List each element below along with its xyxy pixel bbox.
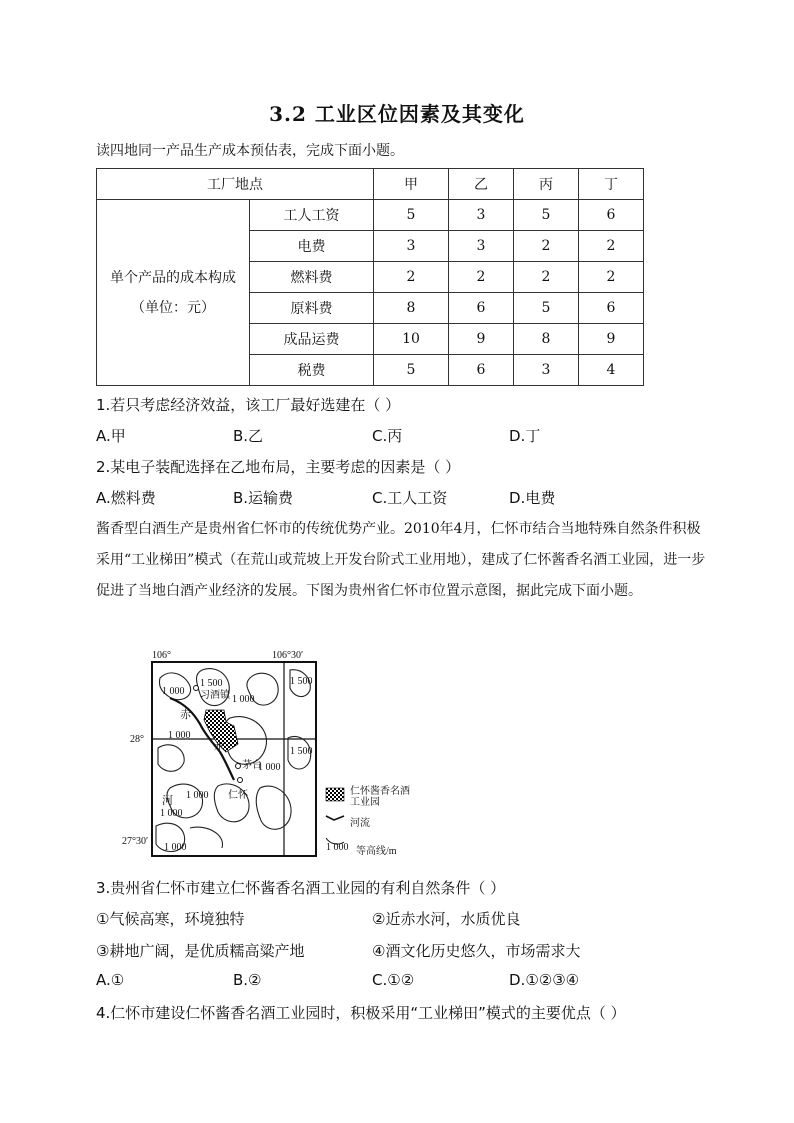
contour-label: 1 500 xyxy=(200,678,223,689)
q1-option-d[interactable]: D.丁 xyxy=(509,427,541,445)
question-3-statements-a xyxy=(96,908,716,929)
table-cell: 2 xyxy=(514,231,579,262)
question-4-stem: 4.仁怀市建设仁怀酱香名酒工业园时，积极采用“工业梯田”模式的主要优点（ ） xyxy=(96,1004,626,1022)
map-figure xyxy=(122,648,430,863)
question-3-statements-b xyxy=(96,940,716,961)
contour-label: 1 000 xyxy=(168,730,191,741)
q1-option-a[interactable]: A.甲 xyxy=(96,427,126,445)
q1-option-b[interactable]: B.乙 xyxy=(233,427,264,445)
place-renhuai: 仁怀 xyxy=(228,790,248,801)
table-cell: 2 xyxy=(449,262,514,293)
river-label-shui: 水 xyxy=(214,741,225,753)
table-cell: 5 xyxy=(374,355,449,386)
table-cell: 4 xyxy=(579,355,644,386)
renhuai-marker xyxy=(238,778,243,783)
table-header-jia: 甲 xyxy=(374,169,449,200)
table-cell-item: 原料费 xyxy=(250,293,374,324)
q3-statement-4: ④酒文化历史悠久，市场需求大 xyxy=(372,942,581,960)
table-cell: 8 xyxy=(514,324,579,355)
table-cell: 10 xyxy=(374,324,449,355)
place-maotai: 茅台 xyxy=(242,760,262,771)
legend-river-label: 河流 xyxy=(350,818,370,829)
q3-statement-1: ①气候高寒，环境独特 xyxy=(96,910,245,928)
table-cell: 3 xyxy=(514,355,579,386)
table-cell: 2 xyxy=(579,262,644,293)
q3-option-d[interactable]: D.①②③④ xyxy=(509,971,580,989)
legend-park-line2: 工业园 xyxy=(350,797,380,808)
table-intro: 读四地同一产品生产成本预估表，完成下面小题。 xyxy=(96,143,404,159)
legend-contour-value: 1 000 xyxy=(326,842,349,853)
lon-label-left: 106° xyxy=(152,650,171,661)
lon-label-right: 106°30′ xyxy=(272,650,304,661)
river-label-chi: 赤 xyxy=(180,709,191,721)
legend-river-symbol xyxy=(326,816,344,820)
group-label-line2: （单位：元） xyxy=(131,299,215,316)
reading-passage: 酱香型白酒生产是贵州省仁怀市的传统优势产业。2010年4月，仁怀市结合当地特殊自然条件积极采用“工业梯田”模式（在荒山或荒坡上开发台阶式工业用地），建成了仁怀酱香名酒工业园，进一步促进了当地白酒产业经济的发展。下图为贵州省仁怀市位置示意图，据此完成下面小题。 xyxy=(96,521,706,599)
river-label-he: 河 xyxy=(162,795,173,807)
question-1-stem: 1.若只考虑经济效益，该工厂最好选建在（ ） xyxy=(96,396,401,414)
table-cell: 9 xyxy=(449,324,514,355)
contour-label: 1 000 xyxy=(186,790,209,801)
table-cell-item: 工人工资 xyxy=(250,200,374,231)
place-xijiuzhen: 习酒镇 xyxy=(200,690,230,701)
page-title: 3.2 工业区位因素及其变化 xyxy=(269,102,525,126)
maotai-marker xyxy=(236,764,241,769)
table-cell: 3 xyxy=(449,231,514,262)
question-3-stem: 3.贵州省仁怀市建立仁怀酱香名酒工业园的有利自然条件（ ） xyxy=(96,879,506,897)
table-cell: 6 xyxy=(449,293,514,324)
table-cell: 9 xyxy=(579,324,644,355)
q2-option-b[interactable]: B.运输费 xyxy=(233,489,294,507)
table-cell-item: 成品运费 xyxy=(250,324,374,355)
question-2-stem: 2.某电子装配选择在乙地布局，主要考虑的因素是（ ） xyxy=(96,458,461,476)
table-cell-item: 燃料费 xyxy=(250,262,374,293)
table-header-location: 工厂地点 xyxy=(97,169,374,200)
legend-park-swatch xyxy=(326,788,344,801)
q2-option-d[interactable]: D.电费 xyxy=(509,489,556,507)
contour-label: 1 000 xyxy=(160,808,183,819)
q1-option-c[interactable]: C.丙 xyxy=(372,427,403,445)
contour-label: 1 500 xyxy=(290,676,313,687)
table-header-ding: 丁 xyxy=(579,169,644,200)
cost-table xyxy=(96,168,644,386)
q2-option-c[interactable]: C.工人工资 xyxy=(372,489,448,507)
q3-option-a[interactable]: A.① xyxy=(96,971,125,989)
question-3-options xyxy=(96,971,716,989)
xijiuzhen-marker xyxy=(194,686,199,691)
table-cell: 5 xyxy=(514,200,579,231)
table-cell: 5 xyxy=(514,293,579,324)
q2-option-a[interactable]: A.燃料费 xyxy=(96,489,156,507)
table-cell: 6 xyxy=(579,293,644,324)
contour-label: 1 000 xyxy=(164,842,187,853)
table-cell-item: 税费 xyxy=(250,355,374,386)
legend-park-line1: 仁怀酱香名酒 xyxy=(350,786,410,797)
group-label-line1: 单个产品的成本构成 xyxy=(110,269,236,286)
question-1-options xyxy=(96,425,716,446)
lat-label-bottom: 27°30′ xyxy=(122,836,149,847)
contour-label: 1 500 xyxy=(290,746,313,757)
table-row xyxy=(97,200,644,231)
q3-option-b[interactable]: B.② xyxy=(233,971,262,989)
q3-statement-2: ②近赤水河，水质优良 xyxy=(372,910,521,928)
table-cell: 3 xyxy=(449,200,514,231)
table-group-label xyxy=(97,200,250,386)
table-header-yi: 乙 xyxy=(449,169,514,200)
contour-label: 1 000 xyxy=(232,694,255,705)
table-cell: 3 xyxy=(374,231,449,262)
legend-contour-label: 等高线/m xyxy=(356,846,397,857)
table-header-bing: 丙 xyxy=(514,169,579,200)
contour-label: 1 000 xyxy=(162,686,185,697)
table-cell: 6 xyxy=(449,355,514,386)
question-2-options xyxy=(96,487,716,508)
table-cell: 2 xyxy=(514,262,579,293)
table-cell: 2 xyxy=(374,262,449,293)
q3-statement-3: ③耕地广阔，是优质糯高粱产地 xyxy=(96,942,305,960)
table-cell-item: 电费 xyxy=(250,231,374,262)
q3-option-c[interactable]: C.①② xyxy=(372,971,415,989)
table-cell: 5 xyxy=(374,200,449,231)
location-map xyxy=(122,648,430,863)
contour-label: 1 000 xyxy=(258,762,281,773)
lat-label-top: 28° xyxy=(130,734,144,745)
table-cell: 2 xyxy=(579,231,644,262)
table-header-row xyxy=(97,169,644,200)
table-cell: 6 xyxy=(579,200,644,231)
table-cell: 8 xyxy=(374,293,449,324)
